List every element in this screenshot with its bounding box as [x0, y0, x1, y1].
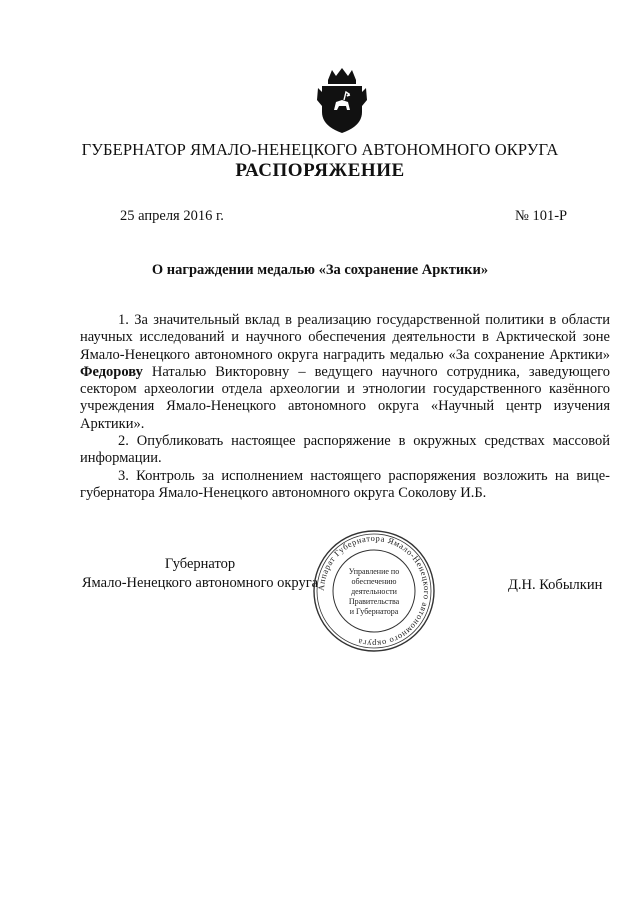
paragraph-1-text-a: 1. За значительный вклад в реализацию государственной политики в области научных исследований и научного обеспечения деятельности в Арктической зоне Ямало-Ненецкого автономного округа наградить медалью «За сохранение Арктики»: [80, 312, 610, 363]
paragraph-2: 2. Опубликовать настоящее распоряжение в окружных средствах массовой информации.: [80, 433, 610, 467]
stamp-ring-text: Аппарат Губернатора Ямало-Ненецкого автономного округа: [315, 532, 433, 650]
stamp-line-4: Правительства: [348, 597, 400, 606]
issuing-authority: ГУБЕРНАТОР ЯМАЛО-НЕНЕЦКОГО АВТОНОМНОГО ОКРУГА: [81, 140, 559, 159]
document-subject: О награждении медалью «За сохранение Арктики»: [151, 262, 489, 278]
paragraph-3: 3. Контроль за исполнением настоящего распоряжения возложить на вице-губернатора Ямало-Ненецкого автономного округа Соколову И.Б.: [80, 467, 610, 501]
stamp-line-1: Управление по: [348, 567, 400, 576]
document-date: 25 апреля 2016 г.: [120, 208, 224, 224]
round-stamp-icon: [311, 528, 437, 654]
signatory-name: Д.Н. Кобылкин: [508, 577, 603, 593]
document-number: № 101-Р: [515, 208, 568, 224]
signatory-title-line-1: Губернатор: [164, 556, 236, 572]
stamp-line-5: и Губернатора: [349, 607, 399, 616]
paragraph-1-text-b: Наталью Викторовну – ведущего научного сотрудника, заведующего сектором археологии отдела археологии и этнологии государственного казённого учреждения Ямало-Ненецкого автономного округа «Научный центр изучения Арктики».: [80, 363, 610, 432]
paragraph-1: [80, 312, 610, 433]
signatory-title: [80, 555, 320, 593]
awardee-surname: Федорову: [80, 363, 143, 380]
document-body: [80, 312, 610, 502]
stamp-line-3: деятельности: [351, 587, 397, 596]
signatory-title-line-2: Ямало-Ненецкого автономного округа: [81, 575, 319, 591]
document-type: РАСПОРЯЖЕНИЕ: [235, 160, 405, 181]
coat-of-arms-icon: [314, 66, 370, 136]
stamp-line-2: обеспечению: [351, 577, 397, 586]
